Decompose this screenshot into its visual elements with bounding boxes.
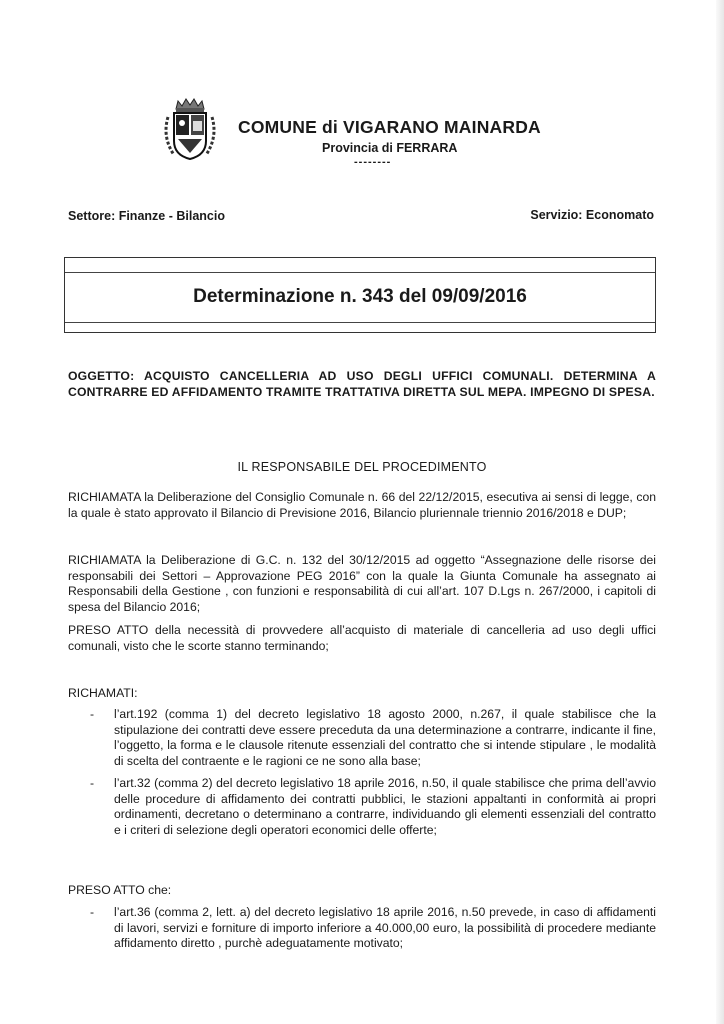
responsible-heading: IL RESPONSABILE DEL PROCEDIMENTO (237, 460, 487, 474)
service-label: Servizio: Economato (530, 208, 654, 222)
bullet-marker: - (90, 905, 95, 919)
determination-title: Determinazione n. 343 del 09/09/2016 (193, 286, 527, 307)
municipality-title: COMUNE di VIGARANO MAINARDA (238, 117, 541, 137)
scan-edge-shadow (716, 0, 724, 1024)
determination-box (64, 257, 656, 333)
header-separator: -------- (354, 156, 392, 168)
list-item: l’art.32 (comma 2) del decreto legislativo 18 aprile 2016, n.50, il quale stabilisce che prima dell’avvio delle procedure di affidamento dei contratti pubblici, le stazioni appaltanti in conformità ai propri ordinamenti, decretano o determinano a contrarre, individuando gli elementi essenziali del contratto e i criteri di selezione degli operatori economici delle offerte; (114, 776, 656, 837)
province-subtitle: Provincia di FERRARA (322, 141, 458, 155)
box-divider-top (65, 272, 655, 273)
list-item: l’art.36 (comma 2, lett. a) del decreto legislativo 18 aprile 2016, n.50 prevede, in caso di affidamenti di lavori, servizi e forniture di importo inferiore a 40.000,00 euro, la possibilità di procedere mediante affidamento diretto , purchè adeguatamente motivato; (114, 905, 656, 951)
sector-label: Settore: Finanze - Bilancio (68, 209, 225, 223)
preso-atto-label: PRESO ATTO che: (68, 883, 172, 897)
paragraph-richiamata-2: RICHIAMATA la Deliberazione di G.C. n. 132 del 30/12/2015 ad oggetto “Assegnazione delle risorse dei responsabili dei Settori – Approvazione PEG 2016” con la quale la Giunta Comunale ha assegnato ai Responsabili della Gestione , con funzioni e responsabilità di cui all’art. 107 D.Lgs n. 267/2000, i capitoli di spesa del Bilancio 2016; (68, 553, 656, 614)
bullet-marker: - (90, 776, 95, 790)
paragraph-richiamata-1: RICHIAMATA la Deliberazione del Consiglio Comunale n. 66 del 22/12/2015, esecutiva ai sensi di legge, con la quale è stato approvato il Bilancio di Previsione 2016, Bilancio pluriennale triennio 2016/2018 e DUP; (68, 490, 656, 520)
list-item: l’art.192 (comma 1) del decreto legislativo 18 agosto 2000, n.267, il quale stabilisce che la stipulazione dei contratti deve essere preceduta da una determinazione a contrarre, indicante il fine, l’oggetto, la forma e le clausole ritenute essenziali del contratto che si intende stipulare , le modalità di scelta del contraente e le ragioni ce ne sono alla base; (114, 707, 656, 768)
richiamati-label: RICHAMATI: (68, 686, 138, 700)
box-divider-bottom (65, 322, 655, 323)
bullet-marker: - (90, 707, 95, 721)
subject-heading: OGGETTO: ACQUISTO CANCELLERIA AD USO DEGLI UFFICI COMUNALI. DETERMINA A CONTRARRE ED AFFIDAMENTO TRAMITE TRATTATIVA DIRETTA SUL MEPA. IMPEGNO DI SPESA. (68, 369, 656, 399)
paragraph-preso-atto: PRESO ATTO della necessità di provvedere all’acquisto di materiale di cancelleria ad uso degli uffici comunali, visto che le scorte stanno terminando; (68, 623, 656, 653)
municipal-coat-of-arms-icon (160, 97, 220, 163)
